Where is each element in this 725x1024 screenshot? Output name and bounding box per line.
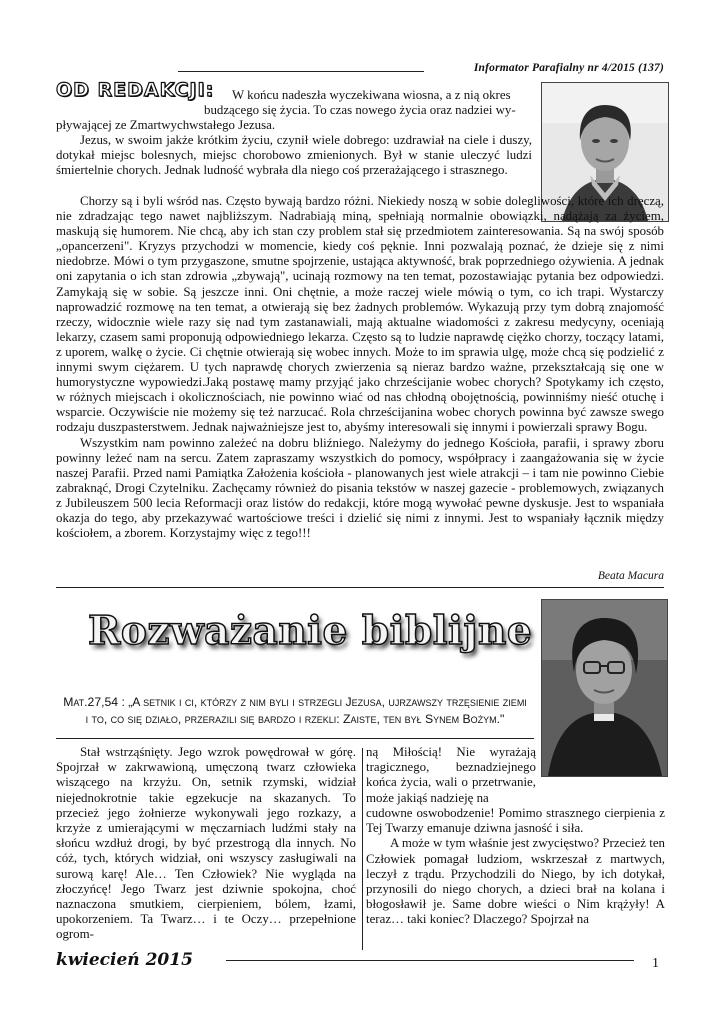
reflection-left-column [56,745,356,943]
editorial-paragraph: Wszystkim nam powinno zależeć na dobru bliźniego. Należymy do jednego Kościoła, parafii, i sprawy zboru powinny leżeć nam na sercu. Zatem zapraszamy wszystkich do pomocy, współpracy i zaangażowania się w życie naszej Parafii. Przed nami Pamiątka Założenia kościoła - planowanych jest wiele atrakcji – i tam nie powinno Ciebie zabraknąć, Drogi Czytelniku. Zachęcamy również do pisania tekstów w naszej gazecie - problemowych, związanych z Jubileuszem 500 lecia Reformacji oraz listów do redakcji, które mogą wywołać pewne dyskusje. Jest to wspaniała okazja do tego, aby przekazywać wartościowe treści i dzielić się nimi z innymi. Jest to wspaniały łącznik między kościołem, a zborem. Korzystajmy więc z tego!!! [56,435,664,541]
editorial-intro-line-2: budzącego się życia. To czas nowego życia oraz nadziei wy- [204,103,516,117]
footer-rule [226,960,634,961]
editorial-paragraph: Jezus, w swoim jakże krótkim życiu, czynił wiele dobrego: uzdrawiał na ciele i duszy, dotykał miejsc bolesnych, miejsc chorobowo zmienionych. Był w stanie uleczyć ludzi śmiertelnie chorych. Jednak ludność wybrała dla niego coś przerażającego i strasznego. [56,133,532,178]
bible-quote-line-2: i to, co się działo, przerazili się bardzo i rzekli: Zaiste, ten był Synem Bożym." [85,712,505,726]
editorial-body [56,118,532,178]
editorial-paragraph: Chorzy są i byli wśród nas. Często bywają bardzo różni. Niekiedy noszą w sobie dolegliwości, które ich dręczą, nie zdradzając tego nawet najbliższym. Nadrabiają miną, spełniają normalnie obowiązki, nadążają za życiem, maskują się humorem. Nie chcą, aby ich stan czy problem stał się przedmiotem zainteresowania. Są na swój sposób „opancerzeni". Kryzys przychodzi w momencie, kiedy coś pęknie. Inni pozwalają poznać, że dzieje się z nimi niedobrze. Mówi o tym przygaszone, smutne spojrzenie, ustająca aktywność, brak poprzedniego ożywienia. A jednak oni zapytania o ich stan zdrowia „zbywają", ucinają rozmowy na ten temat, pozostawiając pytania bez odpowiedzi. Zamykają się w sobie. Są jeszcze inni. Oni chętnie, a może raczej wiele mówią o tym, co ich trapi. Wystarczy naprowadzić rozmowę na ten temat, a otwierają się bez żadnych problemów. Wykazują przy tym dobrą znajomość rzeczy, widocznie wiele razy się nad tym zastanawiali, mają aktualne wiadomości z zakresu medycyny, oceniają lekarzy, czasem sami proponują odpowiedniego lekarza. Często są to ludzie naprawdę ciężko chorzy, toczący latami, z uporem, walkę o życie. Ci chętnie otwierają się wobec innych. Może to im sprawia ulgę, może chcą się podzielić z innymi swym ciężarem. U tych naprawdę chorych zwierzenia są nieraz bardzo ważne, przekształcają się one w humorystyczne wypowiedzi.Jaką postawę mamy przyjąć jako chrześcijanie wobec chorych? Spotykamy ich często, w różnych miejscach i okolicznościach, nie powinno wiać od nas chłodną obojętnością, powinniśmy nieść otuchę i wsparcie. Oczywiście nie możemy się też narzucać. Rola chrześcijanina wobec chorych powinna być zawsze swego rodzaju duszpasterstwem. Jednak najważniejsze jest to, abyśmy interesowali się innymi i powierzali sprawy Bogu. [56,194,664,435]
editorial-intro-line-1: W końcu nadeszła wyczekiwana wiosna, a z nią okres [232,88,511,102]
editorial-signature: Beata Macura [597,570,664,582]
bible-quote-line-1: Mat.27,54 : „A setnik i ci, którzy z nim byli i strzegli Jezusa, ujrzawszy trzęsienie ziemi [63,695,527,709]
column-divider [362,748,363,950]
reflection-paragraph: A może w tym właśnie jest zwycięstwo? Przecież ten Człowiek pomagał ludziom, wskrzeszał z martwych, leczył z trądu. Przychodzili do Niego, by ich dotykał, przynosili do niego chorych, a dzieci brał na kolana i błogosławił je. Same dobre wieści o Nim krążyły! A teraz… taki koniec? Dlaczego? Spojrzał na [366,836,665,927]
reflection-paragraph: ną Miłością! Nie wyrażają tragicznego, beznadziejnego końca życia, wali o przetrwanie, może jakiąś nadzieję na [366,745,536,805]
bible-quote [50,694,540,728]
reflection-right-column [366,806,665,928]
portrait-pastor-image [542,600,667,776]
editorial-bottom-rule [56,587,664,588]
editorial-title: OD REDAKCJI: [56,79,215,101]
publication-header: Informator Parafialny nr 4/2015 (137) [473,62,664,74]
reflection-title: Rozważanie biblijne [88,608,533,654]
reflection-paragraph: cudowne oswobodzenie! Pomimo strasznego cierpienia z Tej Twarzy emanuje dziwna jasność i siła. [366,806,665,836]
editorial-paragraph: pływającej ze Zmartwychwstałego Jezusa. [56,118,276,132]
header-rule [178,71,424,72]
reflection-paragraph: Stał wstrząśnięty. Jego wzrok powędrował w górę. Spojrzał w zakrwawioną, umęczoną twarz człowieka wiszącego na krzyżu. On, setnik rzymski, widział niejednokrotnie takie egzekucje na skazanych. To przecież jego żołnierze wykonywali jego rozkazy, a krzyże z umierającymi w męczarniach ludźmi stały na słońcu wzdłuż drogi, by być przestrogą dla innych. No cóż, tych, których widział, oni wszyscy zasługiwali na surową karę! Ale… Ten Człowiek? Nie wygląda na złoczyńcę! Jego Twarz jest dziwnie spokojna, choć naznaczona smutkiem, cierpieniem, bólem, łzami, upokorzeniem. Ta Twarz… i te Oczy… przepełnione ogrom- [56,745,356,942]
editorial-body-wide [56,194,664,541]
issue-month: kwiecień 2015 [56,950,193,970]
reflection-right-column-top [366,745,536,806]
quote-rule [56,738,534,739]
page-number: 1 [652,956,659,971]
pastor-photo [541,599,668,777]
